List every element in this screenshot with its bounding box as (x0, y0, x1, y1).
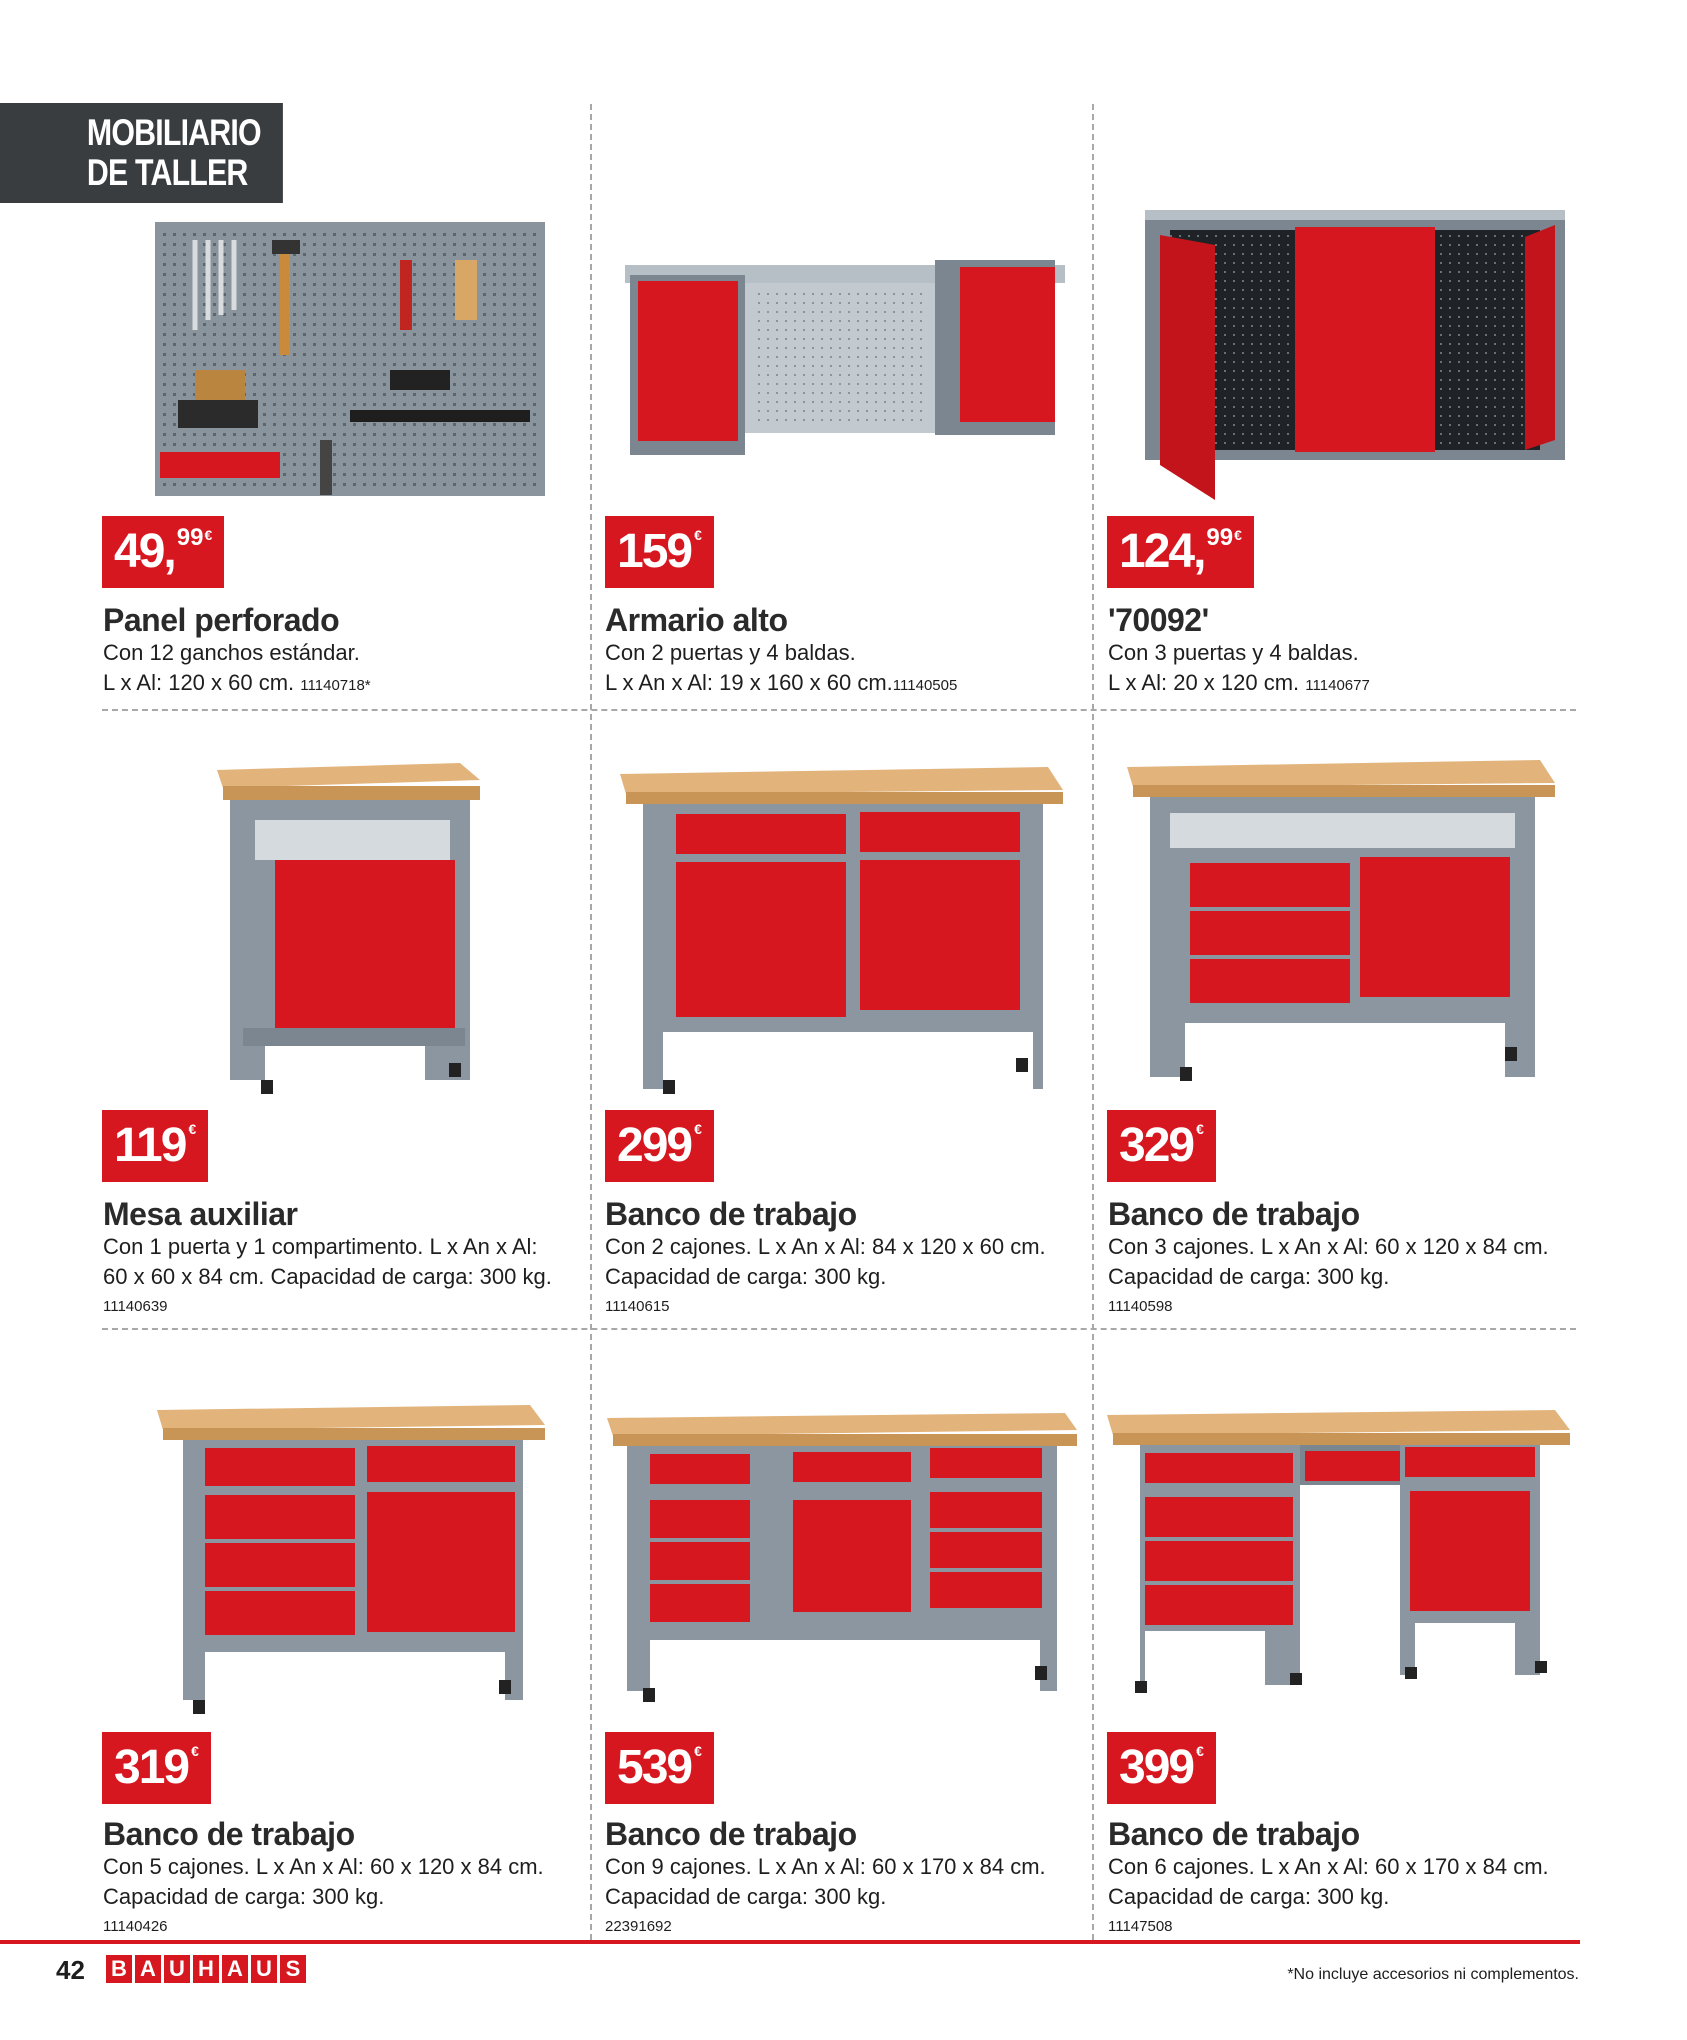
price-currency: € (191, 1743, 199, 1759)
price-currency: € (694, 1743, 702, 1759)
price-integer: 399 (1119, 1741, 1194, 1794)
product-name: Banco de trabajo (605, 1816, 857, 1852)
price-currency: € (188, 1121, 197, 1137)
column-divider (1092, 104, 1094, 1940)
price-tag (102, 1732, 211, 1804)
logo-letter: B (106, 1955, 132, 1983)
product-ref: 11140598 (1108, 1298, 1173, 1315)
product-description (605, 1232, 1105, 1322)
description-line: Con 5 cajones. L x An x Al: 60 x 120 x 84 cm. (103, 1854, 544, 1879)
price-decimals: 99 (1206, 524, 1234, 551)
price-currency: € (204, 527, 213, 543)
price-tag (1107, 1732, 1216, 1804)
description-line: Con 3 puertas y 4 baldas. (1108, 640, 1359, 665)
row-divider (102, 709, 1576, 711)
logo-letter: U (164, 1955, 190, 1983)
price-integer: 119 (114, 1119, 186, 1172)
description-line: Con 12 ganchos estándar. (103, 640, 360, 665)
product-image-3-door-cabinet (1140, 205, 1570, 505)
section-title-line1: MOBILIARIO (86, 112, 261, 153)
price-currency: € (694, 527, 702, 543)
price-integer: 159 (617, 525, 692, 578)
price-integer: 124, (1119, 525, 1205, 578)
description-line: L x Al: 120 x 60 cm. (103, 670, 295, 695)
product-description (103, 638, 603, 701)
price-tag (605, 1732, 714, 1804)
product-image-workbench-9-drawers (605, 1408, 1080, 1708)
product-image-workbench-2-drawers (618, 762, 1068, 1102)
description-line: L x An x Al: 19 x 160 x 60 cm. (605, 670, 893, 695)
description-line: Con 2 cajones. L x An x Al: 84 x 120 x 60 cm. (605, 1234, 1046, 1259)
product-ref: 11147508 (1108, 1918, 1173, 1935)
description-line: Con 6 cajones. L x An x Al: 60 x 170 x 84 cm. (1108, 1854, 1549, 1879)
price-currency: € (694, 1121, 702, 1137)
product-description (605, 1852, 1105, 1942)
description-line: Capacidad de carga: 300 kg. (1108, 1884, 1390, 1909)
product-description (1108, 638, 1608, 701)
section-tag (0, 103, 283, 203)
description-line: Capacidad de carga: 300 kg. (605, 1264, 887, 1289)
product-image-workbench-5-drawers (155, 1400, 550, 1715)
price-tag (605, 1110, 714, 1182)
page-number: 42 (56, 1955, 85, 1985)
product-ref: 11140615 (605, 1298, 670, 1315)
price-tag (102, 516, 224, 588)
footer-rule (0, 1940, 1580, 1944)
description-line: Con 3 cajones. L x An x Al: 60 x 120 x 84 cm. (1108, 1234, 1549, 1259)
price-tag (102, 1110, 208, 1182)
logo-letter: U (251, 1955, 277, 1983)
product-description (1108, 1852, 1608, 1942)
product-image-pegboard (150, 220, 560, 500)
logo-letter: A (222, 1955, 248, 1983)
product-description (103, 1232, 603, 1322)
product-image-wall-cabinet (620, 245, 1070, 465)
price-tag (1107, 1110, 1216, 1182)
product-ref: 11140426 (103, 1918, 168, 1935)
product-description (605, 638, 1105, 701)
price-integer: 299 (617, 1119, 692, 1172)
product-ref: 11140639 (103, 1298, 168, 1315)
price-decimals: 99 (176, 524, 204, 551)
bauhaus-logo (106, 1955, 306, 1983)
product-ref: 22391692 (605, 1918, 672, 1935)
product-description (103, 1852, 603, 1942)
description-line: Con 9 cajones. L x An x Al: 60 x 170 x 84 cm. (605, 1854, 1046, 1879)
column-divider (590, 104, 592, 1940)
description-line: L x Al: 20 x 120 cm. (1108, 670, 1300, 695)
price-currency: € (1234, 527, 1242, 543)
product-name: Armario alto (605, 602, 788, 638)
product-name: Banco de trabajo (103, 1816, 355, 1852)
logo-letter: S (280, 1955, 306, 1983)
description-line: Capacidad de carga: 300 kg. (605, 1884, 887, 1909)
price-integer: 319 (114, 1741, 189, 1794)
section-title-line2: DE TALLER (86, 152, 248, 193)
product-image-side-table (215, 758, 485, 1108)
price-integer: 329 (1119, 1119, 1194, 1172)
product-name: Banco de trabajo (1108, 1196, 1360, 1232)
description-line: Con 2 puertas y 4 baldas. (605, 640, 856, 665)
product-image-workbench-6-drawers (1105, 1405, 1575, 1695)
price-tag (605, 516, 714, 588)
product-ref: 11140505 (892, 677, 958, 694)
description-line: Capacidad de carga: 300 kg. (1108, 1264, 1390, 1289)
price-integer: 539 (617, 1741, 692, 1794)
product-name: Panel perforado (103, 602, 340, 638)
product-name: Banco de trabajo (1108, 1816, 1360, 1852)
description-line: Capacidad de carga: 300 kg. (103, 1884, 385, 1909)
product-description (1108, 1232, 1608, 1322)
price-currency: € (1196, 1743, 1204, 1759)
product-name: '70092' (1108, 602, 1209, 638)
product-name: Banco de trabajo (605, 1196, 857, 1232)
product-name: Mesa auxiliar (103, 1196, 298, 1232)
description-line: 60 x 60 x 84 cm. Capacidad de carga: 300 kg. (103, 1264, 552, 1289)
logo-letter: A (135, 1955, 161, 1983)
row-divider (102, 1328, 1576, 1330)
price-currency: € (1196, 1121, 1204, 1137)
footnote: *No incluye accesorios ni complementos. (1287, 1966, 1579, 1983)
product-ref: 11140718* (300, 677, 371, 694)
product-ref: 11140677 (1305, 677, 1370, 694)
price-tag (1107, 516, 1254, 588)
logo-letter: H (193, 1955, 219, 1983)
product-image-workbench-3-drawers (1125, 755, 1560, 1095)
price-integer: 49, (114, 525, 175, 578)
description-line: Con 1 puerta y 1 compartimento. L x An x Al: (103, 1234, 538, 1259)
